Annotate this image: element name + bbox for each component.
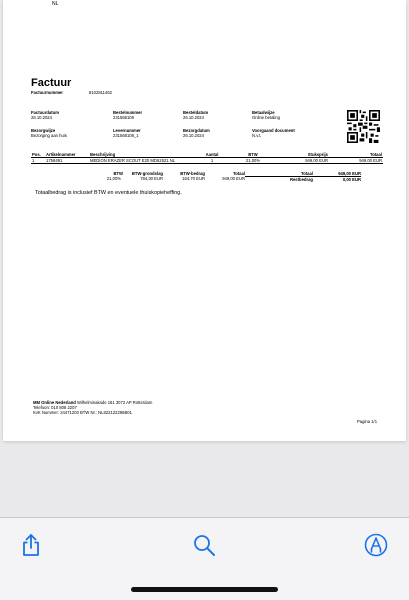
meta-label: Factuurdatum bbox=[31, 110, 59, 115]
company-footer bbox=[33, 400, 152, 415]
home-indicator[interactable] bbox=[131, 587, 278, 592]
col-total: Totaal bbox=[329, 152, 383, 158]
vat-total: 949,00 EUR bbox=[222, 176, 245, 181]
vat-header-amount: BTW-bedrag bbox=[180, 171, 205, 176]
cell-quantity: 1 bbox=[199, 158, 225, 164]
meta-order-number bbox=[113, 110, 183, 120]
col-unit-price: Stuksprijs bbox=[281, 152, 329, 158]
vat-rate: 21,00% bbox=[106, 176, 121, 181]
meta-value: Online betaling bbox=[252, 115, 280, 120]
col-quantity: Aantal bbox=[199, 152, 225, 158]
meta-label: Bezorgwijze bbox=[31, 128, 56, 133]
markup-icon bbox=[364, 533, 388, 557]
page-title: Factuur bbox=[31, 77, 72, 89]
vat-note: Totaalbedrag is inclusief BTW en eventuele thuiskopieheffing. bbox=[35, 190, 182, 196]
meta-delivery-date bbox=[183, 128, 253, 138]
summary-rest-value: 0,00 EUR bbox=[313, 176, 361, 182]
summary-total-value: 949,00 EUR bbox=[338, 171, 361, 176]
col-article-number: Artikelnummer bbox=[45, 152, 89, 158]
meta-delivery-method bbox=[31, 128, 101, 138]
meta-label: Betaalwijze bbox=[252, 110, 275, 115]
meta-order-date bbox=[183, 110, 253, 120]
meta-value: Bezorging aan huis bbox=[31, 133, 67, 138]
summary-rest-label: Restbedrag bbox=[245, 176, 313, 182]
cell-vat: 21,00% bbox=[225, 158, 281, 164]
page-number: Pagina 1/1 bbox=[357, 419, 378, 424]
meta-value: N.v.t. bbox=[252, 133, 262, 138]
company-phone: Telefoon: 010 808 2207 bbox=[33, 405, 77, 410]
top-fragment-text: NL bbox=[52, 1, 59, 7]
search-icon bbox=[192, 533, 216, 557]
summary-total-label: Totaal bbox=[300, 171, 313, 176]
vat-header-rate: BTW bbox=[113, 171, 123, 176]
meta-label: Bezorgdatum bbox=[183, 128, 210, 133]
meta-previous-document bbox=[252, 128, 322, 138]
vat-header-base: BTW-grondslag bbox=[131, 171, 163, 176]
meta-payment-method bbox=[252, 110, 322, 120]
cell-total: 949,00 EUR bbox=[329, 158, 383, 164]
table-row bbox=[31, 158, 383, 164]
markup-button[interactable] bbox=[364, 533, 388, 557]
meta-value: 231568108 bbox=[113, 115, 134, 120]
items-table bbox=[31, 152, 383, 164]
cell-description: MEDION ERAZER SCOUT E20 MD62521 NL bbox=[89, 158, 199, 164]
vat-summary bbox=[93, 171, 383, 182]
company-name: MM Online Nederland bbox=[33, 400, 76, 405]
vat-value-row bbox=[93, 176, 383, 182]
cell-unit-price: 949,00 EUR bbox=[281, 158, 329, 164]
vat-header-total: Totaal bbox=[232, 171, 245, 176]
meta-label: Voorgaand document bbox=[252, 128, 295, 133]
col-pos: Pos. bbox=[31, 152, 45, 158]
meta-delivery-number bbox=[113, 128, 183, 138]
vat-base: 784,30 EUR bbox=[140, 176, 163, 181]
company-address: Wilhelminakade 161 3072 AP Rotterdam bbox=[76, 400, 153, 405]
invoice-number-label: Factuurnummer bbox=[31, 90, 63, 95]
meta-value: 231568108_1 bbox=[113, 133, 139, 138]
share-button[interactable] bbox=[19, 533, 43, 557]
search-button[interactable] bbox=[192, 533, 216, 557]
meta-label: Levernummer bbox=[113, 128, 141, 133]
qr-code bbox=[347, 110, 380, 143]
col-vat: BTW bbox=[225, 152, 281, 158]
cell-article-number: 1756491 bbox=[45, 158, 89, 164]
vat-amount: 164,70 EUR bbox=[182, 176, 205, 181]
invoice-page bbox=[3, 0, 406, 441]
share-icon bbox=[19, 533, 43, 557]
meta-label: Bestelnummer bbox=[113, 110, 143, 115]
meta-value: 26.10.2024 bbox=[31, 115, 52, 120]
meta-value: 26.10.2024 bbox=[183, 115, 204, 120]
invoice-number-value: 8102811462 bbox=[89, 90, 112, 95]
cell-pos: 1 bbox=[31, 158, 45, 164]
meta-label: Besteldatum bbox=[183, 110, 209, 115]
meta-value: 26.10.2024 bbox=[183, 133, 204, 138]
company-ids: KvK Nummer: 24471203 BTW Nr.: NL822122296B01 bbox=[33, 410, 132, 415]
col-description: Beschrijving bbox=[89, 152, 199, 158]
meta-invoice-date bbox=[31, 110, 101, 120]
